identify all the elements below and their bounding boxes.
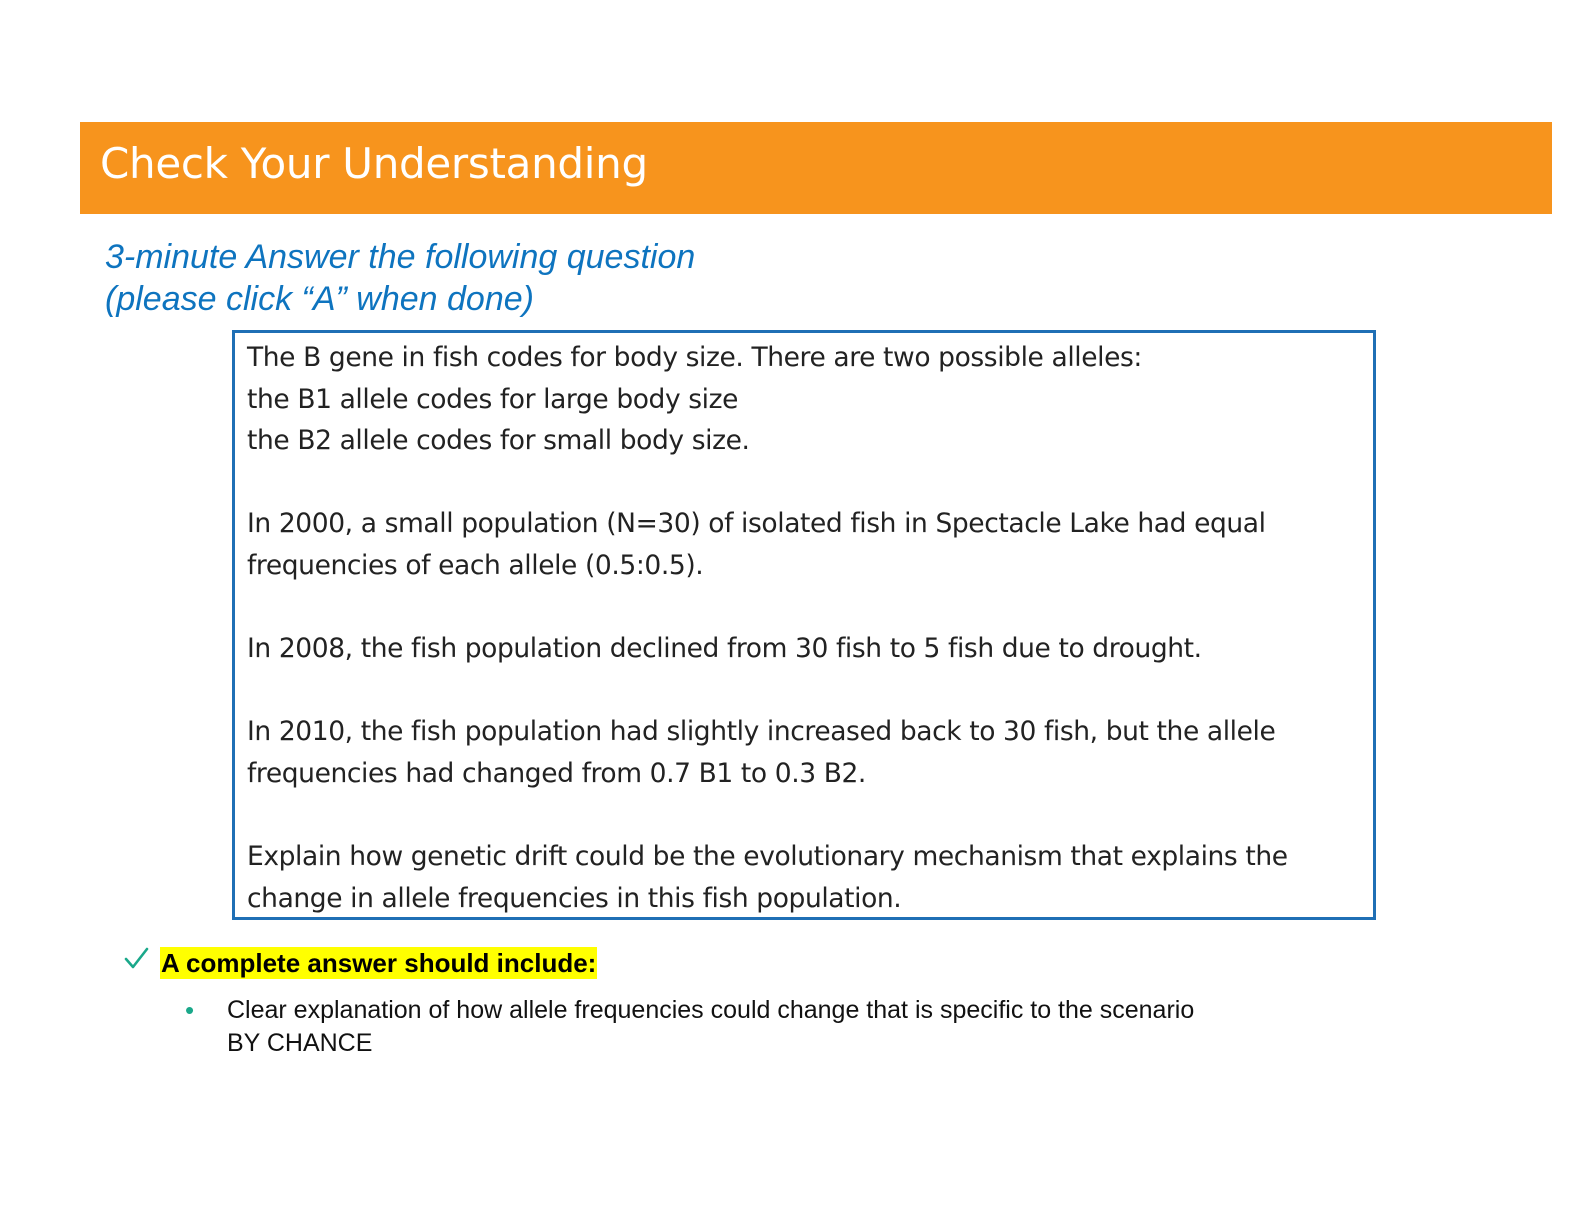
paragraph-gap [247, 462, 1367, 504]
instructions [105, 236, 695, 320]
rubric-bullet-line-2: BY CHANCE [227, 1029, 373, 1057]
paragraph-gap [247, 587, 1367, 629]
paragraph-gap [247, 670, 1367, 712]
rubric-bullet-text [227, 994, 1194, 1060]
rubric-heading: A complete answer should include: [161, 948, 597, 978]
instructions-line-1: 3-minute Answer the following question [105, 238, 696, 276]
rubric-bullet-line-1: Clear explanation of how allele frequencies could change that is specific to the scenario [227, 996, 1195, 1024]
page-title: Check Your Understanding [100, 139, 648, 188]
instructions-line-2: (please click “A” when done) [105, 280, 534, 318]
question-line: In 2000, a small population (N=30) of isolated fish in Spectacle Lake had equal [247, 508, 1266, 540]
question-line: Explain how genetic drift could be the evolutionary mechanism that explains the [247, 841, 1288, 873]
question-line: change in allele frequencies in this fish population. [247, 882, 902, 914]
checkmark-icon [122, 944, 152, 974]
question-line: In 2010, the fish population had slightly increased back to 30 fish, but the allele [247, 716, 1276, 748]
question-line: In 2008, the fish population declined from 30 fish to 5 fish due to drought. [247, 633, 1202, 665]
question-line: frequencies had changed from 0.7 B1 to 0.3 B2. [247, 757, 866, 789]
paragraph-gap [247, 795, 1367, 837]
question-text [247, 337, 1367, 919]
question-line: frequencies of each allele (0.5:0.5). [247, 549, 704, 581]
question-line: the B2 allele codes for small body size. [247, 425, 750, 457]
question-line: the B1 allele codes for large body size [247, 383, 739, 415]
header-bar [80, 122, 1552, 214]
question-line: The B gene in fish codes for body size. There are two possible alleles: [247, 342, 1142, 373]
bullet-dot-icon: • [185, 995, 195, 1025]
question-box [232, 330, 1376, 920]
